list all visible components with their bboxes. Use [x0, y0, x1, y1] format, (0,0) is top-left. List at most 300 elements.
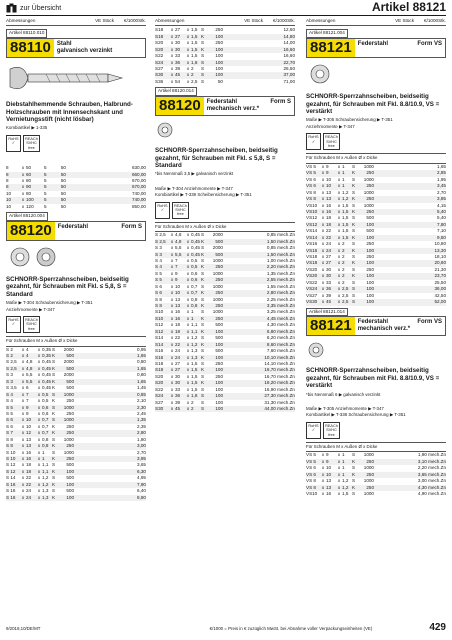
table-cell: 500: [66, 378, 74, 384]
column-2: [155, 18, 295, 412]
table-cell: S: [352, 465, 356, 471]
overview-link[interactable]: [6, 3, 61, 13]
table-cell: x: [321, 452, 325, 458]
table-cell: x: [170, 264, 174, 270]
table-cell: 3,10 mech.Zn: [417, 458, 446, 464]
table-cell: 3,45: [437, 183, 446, 189]
table-cell: 1,5: [191, 380, 198, 386]
table-cell: x: [170, 251, 174, 257]
table-cell: K: [201, 277, 205, 283]
table-cell: x: [337, 465, 341, 471]
table-cell: S: [352, 241, 356, 247]
table-cell: 33: [326, 279, 332, 285]
table-cell: 50: [60, 165, 66, 171]
table-cell: 1000: [63, 417, 74, 423]
table-cell: S: [352, 452, 356, 458]
rohs-label: RoHS: [308, 135, 319, 140]
table-cell: S 3,5: [6, 385, 17, 391]
table-cell: S 6: [6, 417, 13, 423]
table-cell: x: [21, 410, 25, 416]
table-cell: K: [201, 303, 205, 309]
table-cell: 5,40: [437, 208, 446, 214]
table-cell: x: [186, 53, 190, 59]
table-cell: S: [201, 59, 205, 65]
table-cell: x: [321, 279, 325, 285]
table-cell: 9: [175, 277, 178, 283]
compliance-badges: [155, 202, 295, 219]
table-cell: S: [52, 475, 56, 481]
table-cell: 1000: [63, 436, 74, 442]
table-cell: K: [201, 354, 205, 360]
table-cell: S: [201, 72, 205, 78]
table-cell: 33: [175, 53, 181, 59]
table-cell: 100: [215, 33, 223, 39]
table-cell: x: [21, 385, 25, 391]
table-cell: x: [21, 190, 25, 196]
table-cell: 8: [6, 177, 9, 183]
table-cell: x: [37, 436, 41, 442]
screw-drawing: [6, 63, 126, 93]
table-cell: x: [321, 458, 325, 464]
table-cell: x: [321, 273, 325, 279]
reach-badge: REACh SVHC free: [323, 422, 340, 439]
table-cell: S 6: [155, 283, 162, 289]
table-cell: x: [21, 398, 25, 404]
table-cell: x: [337, 241, 341, 247]
table-cell: 0,45: [42, 378, 51, 384]
table-cell: 18,10: [434, 254, 446, 259]
table-cell: 1,65: [137, 378, 146, 384]
table-cell: x: [186, 348, 190, 354]
table-cell: 2,30: [137, 404, 146, 410]
table-cell: 660,00: [131, 171, 146, 177]
table-cell: 50: [60, 197, 66, 203]
table-cell: 1000: [363, 478, 374, 484]
table-cell: S: [201, 257, 205, 263]
table-cell: 27: [175, 33, 181, 39]
table-cell: VS16: [306, 241, 318, 247]
table-cell: x: [337, 266, 341, 272]
table-cell: 5: [44, 190, 47, 196]
table-cell: x: [37, 456, 41, 462]
table-cell: x: [170, 360, 174, 366]
table-cell: 100: [215, 328, 223, 334]
table-cell: x: [337, 471, 341, 477]
table-cell: x: [37, 372, 41, 378]
table-cell: 6,40: [137, 488, 146, 494]
table-cell: x: [170, 46, 174, 52]
table-cell: 120: [26, 203, 34, 209]
table-cell: S 4: [155, 264, 162, 270]
table-cell: 39: [326, 292, 332, 298]
table-cell: 36: [175, 59, 181, 65]
table-cell: x: [170, 386, 174, 392]
table-cell: 27: [175, 360, 181, 366]
table-cell: 3,35 mech.Zn: [266, 303, 295, 309]
col-header-dimensions: Abmessungen: [306, 18, 336, 23]
table-cell: 630,00: [131, 165, 146, 171]
table-cell: S: [201, 53, 205, 59]
table-cell: x: [337, 260, 341, 266]
table-cell: 100: [215, 354, 223, 360]
table-cell: 27,30 mech.Zn: [264, 393, 295, 399]
table-cell: 52,00: [434, 299, 446, 305]
table-cell: S: [201, 283, 205, 289]
table-cell: 1: [191, 315, 194, 321]
page-number: 429: [429, 622, 446, 633]
overview-link-label: zur Übersicht: [20, 4, 62, 12]
table-cell: S: [201, 406, 205, 412]
table-cell: x: [21, 404, 25, 410]
table-cell: x: [170, 341, 174, 347]
table-cell: 44,00 mech.Zn: [264, 406, 295, 412]
table-cell: 250: [66, 456, 74, 462]
table-cell: 80: [26, 177, 32, 183]
washer-drawing: [6, 246, 126, 268]
table-cell: x: [186, 322, 190, 328]
links-note[interactable]: Maße ▶ T-305 Schraubensicherung ▶ T-351 Anziehmomente ▶ T-347: [306, 117, 393, 129]
table-cell: 33: [175, 386, 181, 392]
table-cell: 13: [26, 436, 32, 442]
table-cell: S 6: [155, 290, 162, 296]
table-cell: x: [321, 189, 325, 195]
table-cell: S 2,5: [155, 238, 166, 244]
table-cell: x: [337, 478, 341, 484]
article-label: Artikel 88121.004: [306, 29, 348, 37]
table-cell: 0,6: [42, 404, 49, 410]
table-cell: 100: [215, 59, 223, 65]
article-label: Artikel 88110.010: [6, 29, 47, 37]
table-cell: S: [201, 393, 205, 399]
table-cell: 1,3: [42, 494, 49, 500]
col-header-dimensions: Abmessungen: [6, 18, 36, 23]
article-description: [204, 97, 294, 115]
table-cell: x: [170, 335, 174, 341]
table-cell: 1,5: [342, 215, 349, 221]
table-cell: 1,1: [42, 468, 49, 474]
table-cell: S: [201, 78, 205, 84]
links-note[interactable]: Maße ▶ T-305 Anziehmomente ▶ T-347 Kombiartikel ▶ T-338 Schraubensicherung ▶ T-351: [306, 405, 406, 418]
article-number: 88120: [156, 97, 204, 115]
table-88120-004-cont: [155, 27, 295, 85]
table-cell: x: [337, 247, 341, 253]
table-cell: 2,5: [191, 78, 198, 84]
table-cell: 0,7: [42, 430, 49, 436]
footnote: *bis Nennmaß 6 ▶ galvanisch verzinkt: [306, 391, 381, 397]
article-label: Artikel 88120.004: [6, 212, 48, 220]
table-88121-014: [306, 452, 446, 497]
table-cell: 36: [175, 393, 181, 399]
table-cell: 7,10: [437, 228, 446, 234]
footer-code: 9/2019,10/DE/MT: [6, 626, 41, 631]
table-cell: 0,45: [42, 365, 51, 371]
table-cell: 500: [215, 251, 223, 257]
article-box-88110[interactable]: [6, 38, 146, 58]
table-cell: 0,6: [191, 277, 198, 283]
table-cell: 10: [175, 283, 181, 289]
table-cell: x: [337, 458, 341, 464]
table-cell: 13: [326, 196, 332, 202]
table-cell: S 3: [155, 251, 162, 257]
table-cell: 2000: [63, 346, 74, 352]
table-cell: x: [321, 292, 325, 298]
table-cell: x: [337, 189, 341, 195]
table-cell: 250: [366, 241, 374, 247]
table-cell: 7,80: [437, 221, 446, 227]
table-cell: S: [201, 335, 205, 341]
table-cell: 50: [217, 78, 223, 84]
table-cell: x: [21, 481, 25, 487]
table-cell: 10: [326, 176, 332, 182]
table-cell: x: [37, 443, 41, 449]
table-cell: K: [52, 385, 56, 391]
links-note[interactable]: Kombiartikel ▶ 1-335: [6, 125, 48, 131]
table-cell: x: [186, 406, 190, 412]
table-cell: VS18: [306, 254, 318, 259]
table-cell: 9: [175, 270, 178, 276]
table-cell: K: [352, 484, 356, 490]
table-cell: 500: [66, 353, 74, 359]
table-cell: x: [186, 373, 190, 379]
table-cell: x: [37, 404, 41, 410]
table-cell: S16: [155, 348, 164, 354]
table-cell: 0,95: [137, 346, 146, 352]
table-88120-004: [6, 347, 146, 502]
table-cell: x: [170, 53, 174, 59]
table-cell: S 5: [155, 277, 162, 283]
article-box-88121-014[interactable]: [306, 316, 446, 336]
table-cell: K: [201, 380, 205, 386]
table-cell: 10: [326, 465, 332, 471]
table-cell: 16,70 mech.Zn: [264, 367, 295, 373]
table-cell: x: [337, 196, 341, 202]
table-cell: 100: [66, 481, 74, 487]
table-cell: 500: [215, 238, 223, 244]
table-cell: 24: [326, 247, 332, 253]
table-cell: x: [21, 423, 25, 429]
table-cell: 5: [44, 171, 47, 177]
table-cell: x: [37, 494, 41, 500]
table-cell: 2,85: [437, 170, 446, 176]
table-cell: 500: [66, 385, 74, 391]
table-cell: S: [201, 373, 205, 379]
table-cell: x: [321, 247, 325, 253]
table-cell: 0,5: [191, 257, 198, 263]
table-cell: 250: [66, 410, 74, 416]
table-cell: x: [321, 202, 325, 208]
article-box-88120-014[interactable]: [155, 96, 295, 116]
table-cell: 1,5: [342, 491, 349, 496]
table-cell: 5,5: [175, 251, 182, 257]
table-cell: 7,60 mech.Zn: [266, 348, 295, 354]
table-cell: S22: [155, 386, 164, 392]
table-row: [306, 299, 446, 305]
table-cell: 2,10: [137, 398, 146, 404]
table-cell: K: [201, 46, 205, 52]
table-cell: 100: [366, 292, 374, 298]
rohs-badge: [306, 133, 321, 150]
table-cell: K: [52, 481, 56, 487]
table-cell: x: [21, 488, 25, 494]
table-cell: x: [37, 481, 41, 487]
table-cell: S 5: [155, 270, 162, 276]
table-cell: 16: [175, 309, 181, 315]
table-cell: S 8: [6, 443, 13, 449]
table-cell: K: [352, 208, 356, 214]
table-cell: 250: [66, 430, 74, 436]
table-cell: 1: [342, 452, 345, 458]
table-cell: VS 8: [306, 484, 316, 490]
table-cell: x: [21, 203, 25, 209]
table-cell: 24: [175, 354, 181, 360]
table-cell: S: [52, 372, 56, 378]
table-cell: K: [201, 367, 205, 373]
check-icon: ✓: [311, 139, 316, 144]
table-cell: 5,5: [26, 378, 33, 384]
table-cell: S 2: [6, 346, 13, 352]
table-cell: 100: [366, 234, 374, 240]
table-cell: 8: [6, 171, 9, 177]
table-cell: 0,5: [42, 398, 49, 404]
table-cell: 6,80 mech.Zn: [266, 328, 295, 334]
table-cell: x: [170, 66, 174, 72]
table-cell: S 3: [155, 245, 162, 251]
table-cell: x: [21, 165, 25, 171]
table-cell: S: [52, 391, 56, 397]
article-number: 88120: [7, 222, 55, 240]
table-cell: x: [170, 33, 174, 39]
table-cell: 1,50 mech.Zn: [266, 251, 295, 257]
table-cell: 8,80: [137, 494, 146, 500]
product-text: SCHNORR-Sperrzahnscheiben, beidseitig gezahnt, für Schrauben mit Fkl. ≤ 5,8, S = Standard: [155, 147, 278, 169]
table-cell: 500: [66, 365, 74, 371]
table-cell: 19,20 mech.Zn: [264, 380, 295, 386]
table-cell: 27: [175, 367, 181, 373]
table-cell: 4,95: [137, 475, 146, 481]
table-cell: 1,65: [437, 163, 446, 169]
table-cell: 1000: [212, 270, 223, 276]
table-cell: x: [321, 478, 325, 484]
article-box-88121[interactable]: [306, 38, 446, 58]
table-cell: x: [21, 365, 25, 371]
table-cell: 42,50: [434, 292, 446, 298]
column-header: [155, 18, 295, 26]
table-cell: 2,55 mech.Zn: [266, 277, 295, 283]
table-cell: x: [186, 59, 190, 65]
washer-drawing: [306, 63, 426, 85]
table-cell: 27: [326, 254, 332, 259]
table-cell: 0,7: [191, 283, 198, 289]
table-cell: 100: [66, 494, 74, 500]
table-cell: S: [201, 386, 205, 392]
table-cell: x: [21, 443, 25, 449]
table-cell: 30: [326, 266, 332, 272]
table-cell: S: [201, 245, 205, 251]
table-cell: x: [170, 78, 174, 84]
links-note[interactable]: Maße ▶ T-304 Schraubensicherung ▶ T-351 Anziehmomente ▶ T-347: [6, 300, 93, 312]
table-cell: x: [170, 245, 174, 251]
table-cell: 13,30: [434, 247, 446, 253]
table-cell: 1: [42, 456, 45, 462]
article-box-88120[interactable]: [6, 221, 146, 241]
table-cell: x: [337, 183, 341, 189]
table-cell: [36, 204, 44, 210]
table-cell: 1000: [363, 176, 374, 182]
table-cell: x: [186, 315, 190, 321]
table-cell: 10: [6, 190, 12, 196]
table-cell: 250: [366, 170, 374, 176]
table-cell: 5: [44, 177, 47, 183]
table-cell: 50: [60, 203, 66, 209]
table-cell: 0,7: [42, 417, 49, 423]
table-cell: 5: [44, 165, 47, 171]
table-cell: 2,5: [342, 292, 349, 298]
table-cell: 740,00: [131, 197, 146, 203]
table-cell: 2,20 mech.Zn: [417, 465, 446, 471]
table-cell: x: [170, 290, 174, 296]
table-cell: x: [37, 353, 41, 359]
table-cell: 0,35: [42, 346, 51, 352]
table-cell: K: [201, 33, 205, 39]
table-cell: x: [321, 215, 325, 221]
table-cell: K: [352, 273, 356, 279]
table-cell: 100: [215, 386, 223, 392]
table-cell: VS 6: [306, 176, 316, 182]
table-cell: x: [337, 299, 341, 305]
table-cell: x: [37, 423, 41, 429]
table-cell: x: [21, 197, 25, 203]
table-cell: VS 5: [306, 170, 316, 176]
table-cell: 1,00 mech.Zn: [266, 257, 295, 263]
table-cell: x: [170, 232, 174, 238]
table-cell: x: [37, 468, 41, 474]
table-cell: x: [21, 171, 25, 177]
table-cell: x: [170, 315, 174, 321]
table-cell: VS 6: [306, 471, 316, 477]
table-cell: VS30: [306, 299, 318, 305]
table-cell: x: [21, 468, 25, 474]
links-note[interactable]: Maße ▶ T-304 Anziehmomente ▶ T-347 Kombiartikel ▶ T-339 Scheibensicherung ▶ T-351: [155, 185, 252, 198]
table-cell: 7,90: [137, 481, 146, 487]
table-cell: VS 8: [306, 189, 316, 195]
table-cell: x: [186, 328, 190, 334]
table-row: [306, 491, 446, 497]
table-cell: 16: [175, 315, 181, 321]
table-cell: x: [37, 475, 41, 481]
table-cell: x: [170, 257, 174, 263]
table-cell: 24: [26, 494, 32, 500]
table-cell: x: [337, 279, 341, 285]
table-cell: x: [186, 399, 190, 405]
rohs-badge: [306, 422, 321, 439]
table-cell: 6,20 mech.Zn: [266, 335, 295, 341]
table-cell: S 12: [6, 468, 16, 474]
table-cell: 4,8: [175, 232, 182, 238]
table-cell: x: [321, 176, 325, 182]
table-cell: x: [186, 296, 190, 302]
table-cell: S18: [155, 33, 164, 39]
table-cell: 1: [342, 176, 345, 182]
table-cell: x: [321, 183, 325, 189]
table-cell: x: [170, 27, 174, 33]
table-cell: x: [21, 346, 25, 352]
table-cell: S: [201, 270, 205, 276]
table-cell: 0,80: [137, 372, 146, 378]
rohs-label: RoHS: [8, 136, 19, 141]
table-cell: 1,1: [191, 322, 198, 328]
table-cell: 16: [26, 449, 32, 455]
col-header-ve: VE Stück: [244, 18, 263, 23]
